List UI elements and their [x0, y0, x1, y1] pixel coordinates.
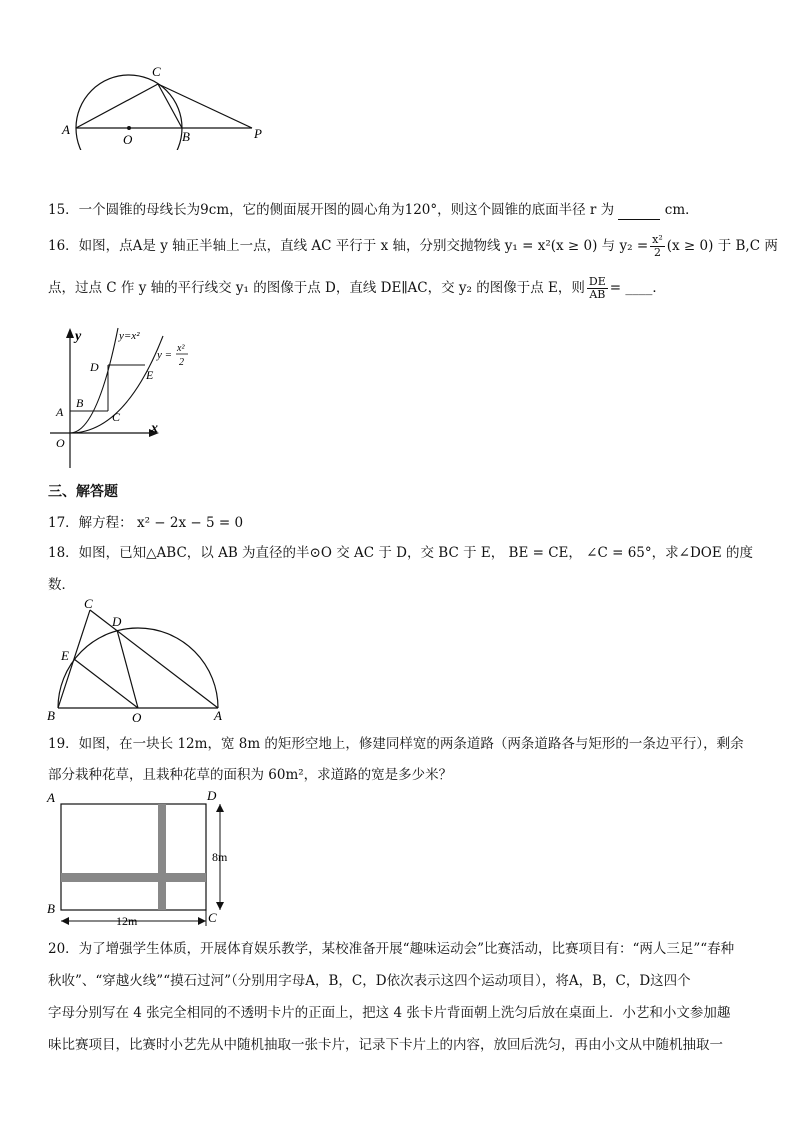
label-b: B	[47, 901, 55, 916]
horizontal-road	[61, 873, 206, 882]
question-15	[48, 201, 748, 220]
label-c: C	[84, 596, 93, 611]
center-dot	[127, 126, 131, 130]
semicircle-figure	[44, 596, 234, 726]
label-o: O	[132, 710, 142, 725]
curve2-label-num: x²	[177, 343, 185, 354]
label-a: A	[62, 122, 70, 137]
label-e: E	[146, 368, 154, 382]
q16-ratio-den: AB	[589, 288, 606, 301]
q15-text: 15．一个圆锥的母线长为9cm，它的侧面展开图的圆心角为120°，则这个圆锥的底面半径 r 为	[48, 202, 615, 218]
semicircle-arc	[58, 628, 218, 708]
question-18-line2: 数．	[48, 577, 75, 593]
label-b: B	[47, 708, 55, 723]
q16-y2-cond: (x ≥ 0)	[666, 238, 714, 254]
label-c: C	[152, 64, 161, 79]
line-ac	[76, 84, 158, 128]
width-arrow-right	[198, 917, 206, 925]
question-20-line3: 字母分别写在 4 张完全相同的不透明卡片的正面上，把这 4 张卡片背面朝上洗匀后放在桌面上．小艺和小文参加趣	[48, 1005, 731, 1021]
line-od	[117, 630, 138, 708]
width-arrow-left	[61, 917, 69, 925]
q16-y2-fraction	[650, 234, 665, 259]
section-heading: 三、解答题	[48, 484, 118, 500]
label-a: A	[56, 405, 64, 419]
q16-line2-end: = ____．	[609, 280, 666, 296]
curve1-label: y=x²	[119, 330, 140, 342]
label-p: P	[254, 126, 262, 141]
axis-label-x: x	[151, 421, 158, 436]
question-20-line4: 味比赛项目，比赛时小艺先从中随机抽取一张卡片，记录下卡片上的内容，放回后洗匀，再由小文从中随机抽取一	[48, 1037, 723, 1053]
field-rect	[61, 804, 206, 910]
label-o: O	[56, 436, 65, 450]
label-e: E	[61, 648, 69, 663]
rectangle-roads-figure	[44, 786, 244, 931]
curve2-label-lhs: y =	[157, 349, 173, 361]
q16-text-a: 16．如图，点A是 y 轴正半轴上一点，直线 AC 平行于 x 轴，分别交抛物线	[48, 238, 505, 254]
question-16-line1	[48, 233, 778, 259]
height-arrow-top	[216, 804, 224, 812]
label-c: C	[208, 910, 217, 925]
parabola-figure	[45, 318, 225, 473]
label-a: A	[214, 708, 222, 723]
curve2-label-den: 2	[179, 357, 184, 368]
question-20-line1: 20．为了增强学生体质，开展体育娱乐教学，某校准备开展“趣味运动会”比赛活动，比赛项目有：“两人三足”“春种	[48, 941, 735, 957]
height-label: 8m	[212, 850, 228, 864]
label-a: A	[47, 790, 55, 805]
circle-tangent-figure	[55, 60, 275, 150]
question-18-line1: 18．如图，已知△ABC，以 AB 为直径的半⊙O 交 AC 于 D，交 BC 于 E， BE = CE， ∠C = 65°，求∠DOE 的度	[48, 545, 753, 561]
question-19-line2: 部分栽种花草，且栽种花草的面积为 60m²，求道路的宽是多少米？	[48, 767, 453, 783]
label-d: D	[90, 360, 99, 374]
line-oe	[74, 659, 138, 708]
q15-unit: cm．	[664, 202, 699, 218]
q16-ratio-fraction	[587, 276, 608, 301]
vertical-road	[158, 804, 166, 910]
q16-y2-den: 2	[653, 246, 661, 259]
q16-text-end: 于 B,C 两	[713, 238, 778, 254]
width-label: 12m	[116, 914, 138, 928]
q16-line2-text: 点，过点 C 作 y 轴的平行线交 y₁ 的图像于点 D，直线 DE∥AC，交 y₂ 的图像于点 E，则	[48, 280, 585, 296]
label-b: B	[182, 129, 190, 144]
y-axis-arrow	[66, 328, 74, 338]
question-20-line2: 秋收”、“穿越火线”“摸石过河”（分别用字母A，B，C，D依次表示这四个运动项目），将A，B，C，D这四个	[48, 973, 691, 989]
label-d: D	[112, 614, 122, 629]
label-b: B	[76, 396, 84, 410]
height-arrow-bottom	[216, 902, 224, 910]
question-19-line1: 19．如图，在一块长 12m，宽 8m 的矩形空地上，修建同样宽的两条道路（两条道路各与矩形的一条边平行），剩余	[48, 736, 744, 752]
q16-ratio-num: DE	[588, 275, 606, 288]
line-cb	[158, 84, 182, 128]
label-c: C	[112, 410, 121, 424]
q15-answer-blank[interactable]	[618, 201, 660, 220]
line-cp	[158, 84, 252, 128]
question-16-line2	[48, 276, 748, 301]
q16-y1-expr: y₁ = x²(x ≥ 0)	[504, 238, 598, 254]
label-o: O	[123, 132, 133, 147]
q16-y2-lhs: y₂ =	[619, 238, 649, 254]
question-17: 17．解方程： x² − 2x − 5 = 0	[48, 515, 244, 531]
q16-y2-num: x²	[652, 233, 663, 246]
axis-label-y: y	[75, 329, 82, 344]
line-ca	[90, 610, 218, 708]
q16-text-mid: 与	[597, 238, 620, 254]
label-d: D	[207, 788, 217, 803]
